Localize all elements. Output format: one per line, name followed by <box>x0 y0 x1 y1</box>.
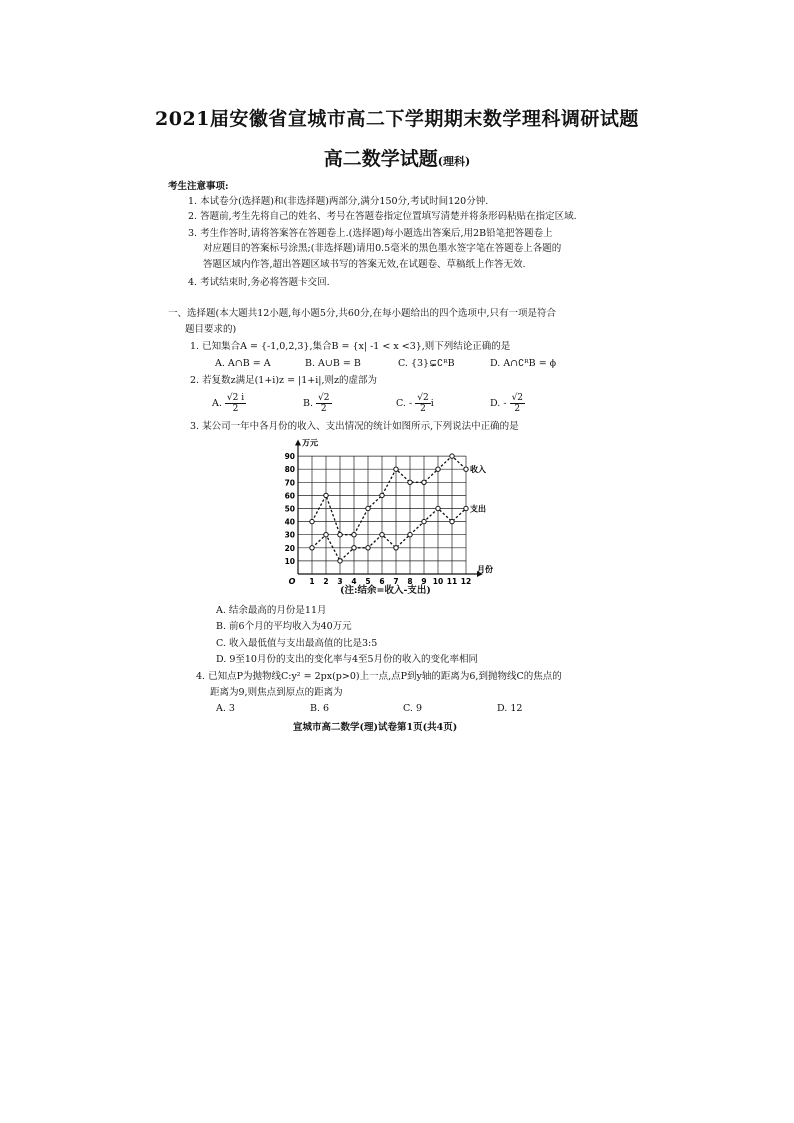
data-point <box>366 546 370 550</box>
data-point <box>436 506 440 510</box>
x-tick-label: 2 <box>323 577 329 586</box>
y-tick-label: 30 <box>284 530 295 540</box>
y-tick-label: 70 <box>284 478 295 488</box>
data-point <box>408 480 412 484</box>
data-point <box>394 467 398 471</box>
option-b-fraction: $\frac{√2}{2}$ <box>318 393 330 414</box>
x-axis-label: 月份 <box>477 565 493 574</box>
data-point <box>408 533 412 537</box>
data-point <box>422 480 426 484</box>
question-3-stem: 3. 某公司一年中各月份的收入、支出情况的统计如图所示,下列说法中正确的是 <box>190 421 519 432</box>
data-point <box>338 559 342 563</box>
question-1-option-d: D. A∩∁ᴿB = ϕ <box>490 358 557 369</box>
data-point <box>464 506 468 510</box>
x-tick-label: 5 <box>365 577 371 586</box>
note-item-1: 1. 本试卷分(选择题)和(非选择题)两部分,满分150分,考试时间120分钟. <box>188 196 489 207</box>
y-tick-label: 40 <box>284 517 295 527</box>
x-tick-label: 10 <box>432 577 444 586</box>
chart-labels <box>285 438 493 586</box>
data-point <box>422 519 426 523</box>
question-4-stem-cont: 距离为9,则焦点到原点的距离为 <box>210 687 343 698</box>
page-footer: 宣城市高二数学(理)试卷第1页(共4页) <box>293 722 458 733</box>
question-2-option-d <box>490 393 525 414</box>
question-2-option-b <box>303 393 332 414</box>
series-label: 收入 <box>470 465 486 475</box>
question-1-option-b: B. A∪B = B <box>305 358 361 369</box>
data-point <box>380 533 384 537</box>
question-3-option-c: C. 收入最低值与支出最高值的比是3:5 <box>216 638 378 649</box>
option-a-label: A. <box>212 398 222 409</box>
y-tick-label: 10 <box>284 556 295 566</box>
option-c-label: C. - <box>396 398 413 409</box>
x-tick-label: 7 <box>393 577 399 586</box>
x-tick-label: 1 <box>309 577 315 586</box>
series-label: 支出 <box>470 504 486 514</box>
data-point <box>464 467 468 471</box>
subtitle-text: 高二数学试题 <box>323 148 438 170</box>
option-c-tail: i <box>430 398 434 409</box>
x-tick-label: 11 <box>446 577 458 586</box>
question-4-option-d: D. 12 <box>497 703 523 714</box>
data-point <box>324 493 328 497</box>
question-1-option-a: A. A∩B = A <box>215 358 271 369</box>
y-tick-label: 20 <box>284 543 295 553</box>
y-tick-label: 90 <box>284 452 295 462</box>
question-3-option-b: B. 前6个月的平均收入为40万元 <box>216 621 352 632</box>
question-4-option-c: C. 9 <box>403 703 423 714</box>
question-1-stem: 1. 已知集合A = {-1,0,2,3},集合B = {x| -1 < x <3},则下列结论正确的是 <box>190 341 511 352</box>
notes-heading: 考生注意事项: <box>168 181 229 192</box>
section-heading: 一、选择题(本大题共12小题,每小题5分,共60分,在每小题给出的四个选项中,只有一项是符合 <box>168 308 557 319</box>
option-b-label: B. <box>303 398 314 409</box>
subtitle-note: (理科) <box>437 155 471 168</box>
chart-grid <box>298 456 466 574</box>
option-a-fraction: $\frac{√2 i}{2}$ <box>226 393 245 414</box>
note-item-4: 4. 考试结束时,务必将答题卡交回. <box>188 277 330 288</box>
section-heading-cont: 题目要求的) <box>185 324 237 335</box>
question-4-option-a: A. 3 <box>216 703 235 714</box>
income-expense-chart <box>270 434 520 600</box>
data-point <box>366 506 370 510</box>
chart-note: (注:结余=收入-支出) <box>340 585 431 596</box>
note-item-3-cont-1: 对应题目的答案标号涂黑;(非选择题)请用0.5毫米的黑色墨水签字笔在答题卷上各题的 <box>203 243 562 254</box>
question-2-option-a <box>212 393 246 414</box>
x-tick-label: 8 <box>407 577 413 586</box>
data-point <box>394 546 398 550</box>
data-point <box>450 519 454 523</box>
x-tick-label: 4 <box>351 577 357 586</box>
data-point <box>380 493 384 497</box>
note-item-3: 3. 考生作答时,请将答案答在答题卷上.(选择题)每小题选出答案后,用2B铅笔把答题卷上 <box>188 228 553 239</box>
option-c-fraction: $\frac{√2}{2}$ <box>417 393 429 414</box>
note-item-2: 2. 答题前,考生先将自己的姓名、考号在答题卷指定位置填写清楚并将条形码粘贴在指定区域. <box>188 211 577 222</box>
note-item-3-cont-2: 答题区域内作答,超出答题区域书写的答案无效,在试题卷、草稿纸上作答无效. <box>203 259 526 270</box>
data-point <box>450 454 454 458</box>
page-title: 2021届安徽省宣城市高二下学期期末数学理科调研试题 <box>155 108 639 130</box>
y-tick-label: 80 <box>284 465 295 475</box>
data-point <box>310 546 314 550</box>
data-point <box>324 533 328 537</box>
data-point <box>436 467 440 471</box>
exam-subtitle <box>0 144 794 171</box>
y-tick-label: 60 <box>284 491 295 501</box>
option-d-fraction: $\frac{√2}{2}$ <box>511 393 524 414</box>
question-1-option-c: C. {3}⊊∁ᴿB <box>398 358 455 369</box>
data-point <box>352 546 356 550</box>
question-4-stem: 4. 已知点P为抛物线C:y² = 2px(p>0)上一点,点P到y轴的距离为6,到抛物线C的焦点的 <box>196 671 562 682</box>
question-3-option-d: D. 9至10月份的支出的变化率与4至5月份的收入的变化率相同 <box>216 654 479 665</box>
x-tick-label: 12 <box>460 577 472 586</box>
data-point <box>338 533 342 537</box>
data-point <box>352 533 356 537</box>
question-4-option-b: B. 6 <box>310 703 330 714</box>
data-point <box>310 519 314 523</box>
x-tick-label: 3 <box>337 577 343 586</box>
x-tick-label: 9 <box>421 577 427 586</box>
question-2-stem: 2. 若复数z满足(1+i)z = |1+i|,则z的虚部为 <box>190 375 378 386</box>
y-tick-label: 50 <box>284 504 295 514</box>
question-2-option-c <box>396 393 434 414</box>
y-axis-arrow <box>295 440 301 446</box>
y-axis-label: 万元 <box>302 438 318 448</box>
x-tick-label: 6 <box>379 577 385 586</box>
origin-label: O <box>288 577 296 586</box>
option-d-label: D. - <box>490 398 507 409</box>
question-3-option-a: A. 结余最高的月份是11月 <box>216 605 327 616</box>
